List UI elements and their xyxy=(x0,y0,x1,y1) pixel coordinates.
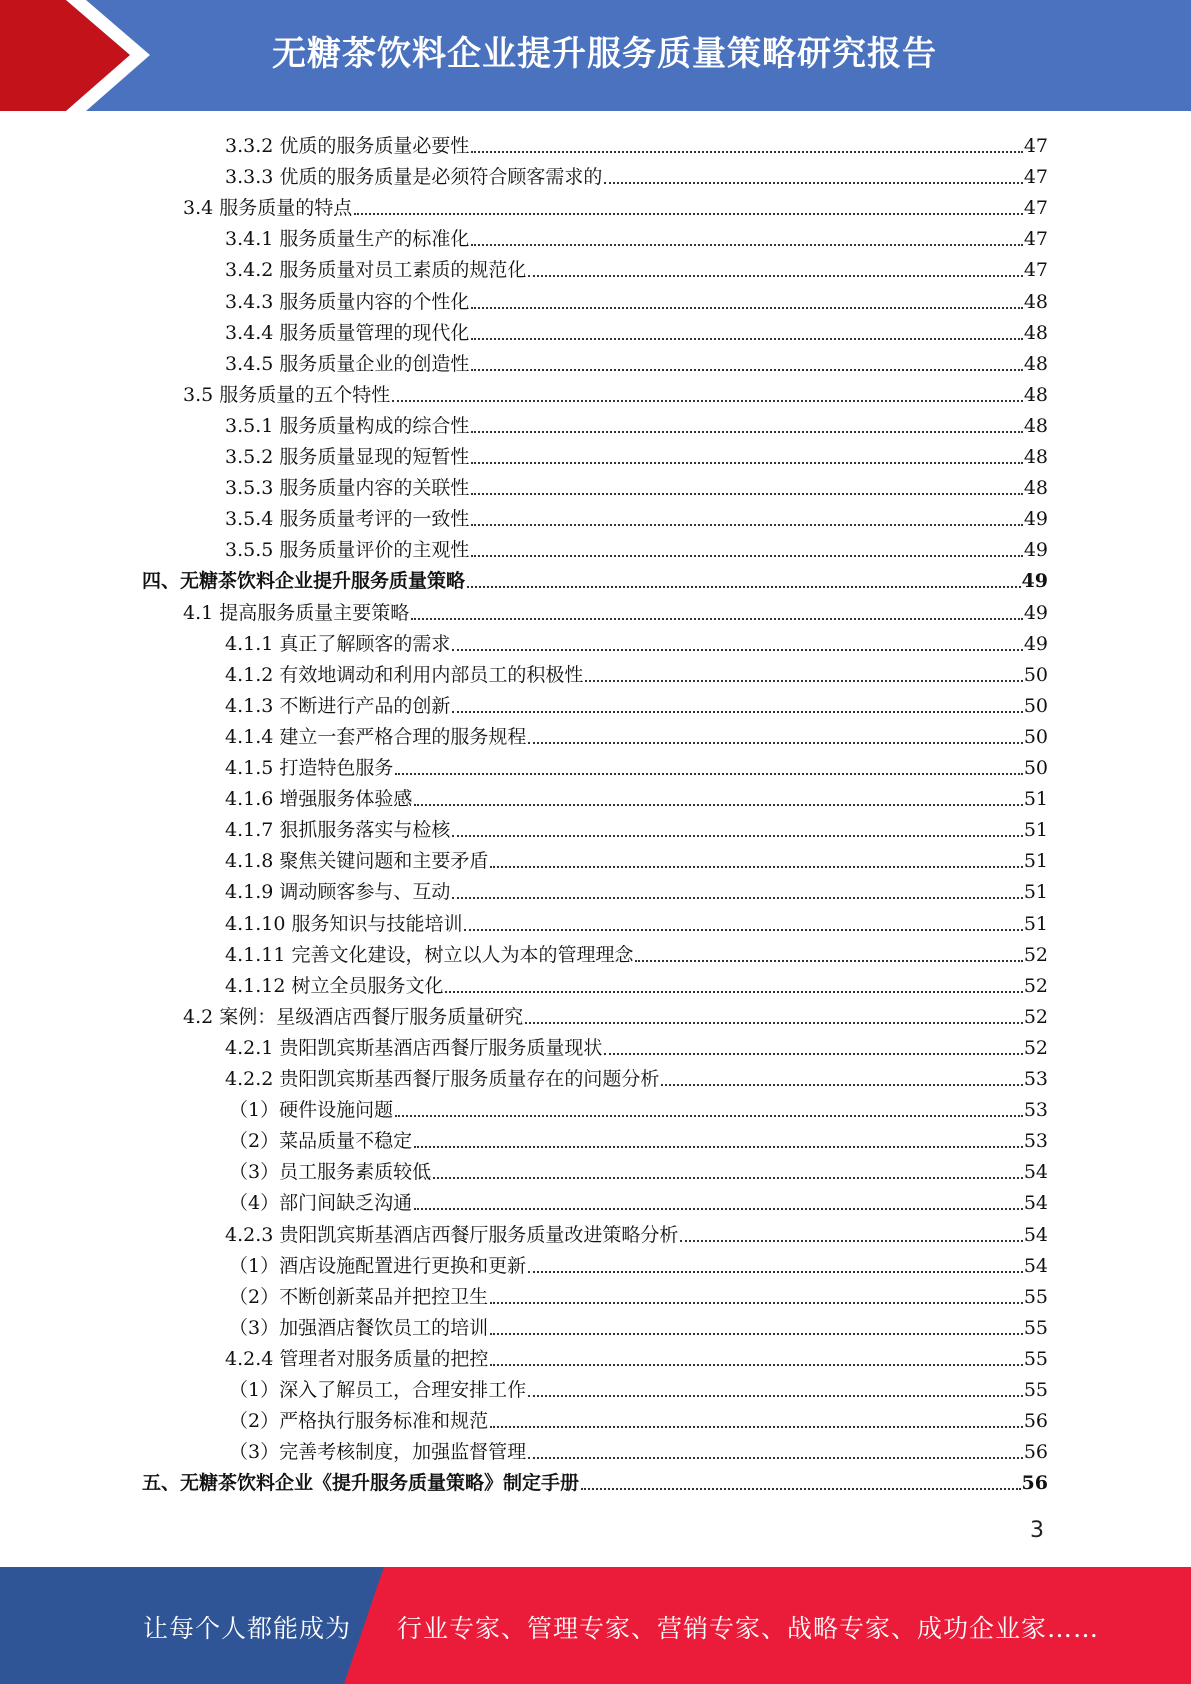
toc-entry-label: 4.1.1 真正了解顾客的需求 xyxy=(225,633,451,655)
toc-entry-page: 49 xyxy=(1023,539,1048,561)
footer-slogan: 让每个人都能成为 xyxy=(143,1614,352,1643)
toc-entry-label: 4.2.4 管理者对服务质量的把控 xyxy=(225,1348,489,1370)
toc-entry-label: 3.5.5 服务质量评价的主观性 xyxy=(225,539,470,561)
toc-entry[interactable] xyxy=(225,501,1048,532)
toc-leader-dots xyxy=(528,742,1022,744)
toc-leader-dots xyxy=(680,1240,1022,1242)
toc-entry[interactable] xyxy=(183,595,1048,626)
toc-entry-page: 48 xyxy=(1023,384,1048,406)
toc-entry[interactable] xyxy=(225,1061,1048,1092)
toc-entry[interactable] xyxy=(229,1372,1048,1403)
toc-entry-page: 50 xyxy=(1023,695,1048,717)
toc-leader-dots xyxy=(471,462,1022,464)
toc-entry[interactable] xyxy=(229,1248,1048,1279)
toc-entry-label: 3.3.2 优质的服务质量必要性 xyxy=(225,135,470,157)
toc-entry-page: 48 xyxy=(1023,446,1048,468)
toc-entry-page: 55 xyxy=(1023,1317,1048,1339)
toc-entry-page: 48 xyxy=(1023,291,1048,313)
toc-entry-label: 4.1.5 打造特色服务 xyxy=(225,757,394,779)
toc-entry-label: 3.4 服务质量的特点 xyxy=(183,197,353,219)
toc-entry[interactable] xyxy=(225,750,1048,781)
toc-entry[interactable] xyxy=(225,252,1048,283)
toc-entry-label: 3.4.1 服务质量生产的标准化 xyxy=(225,228,470,250)
toc-entry-label: 4.2.1 贵阳凯宾斯基酒店西餐厅服务质量现状 xyxy=(225,1037,603,1059)
toc-entry[interactable] xyxy=(142,1465,1048,1496)
toc-leader-dots xyxy=(490,1364,1022,1366)
toc-entry-page: 52 xyxy=(1023,1037,1048,1059)
toc-leader-dots xyxy=(395,1115,1023,1117)
toc-leader-dots xyxy=(354,213,1023,215)
toc-leader-dots xyxy=(471,524,1022,526)
toc-entry[interactable] xyxy=(225,159,1048,190)
toc-entry-label: 3.5.2 服务质量显现的短暂性 xyxy=(225,446,470,468)
toc-entry-label: 4.1 提高服务质量主要策略 xyxy=(183,602,410,624)
toc-entry[interactable] xyxy=(225,284,1048,315)
toc-entry[interactable] xyxy=(183,190,1048,221)
toc-entry-label: 3.4.5 服务质量企业的创造性 xyxy=(225,353,470,375)
toc-entry-label: 3.4.4 服务质量管理的现代化 xyxy=(225,322,470,344)
toc-entry-label: 4.1.11 完善文化建设，树立以人为本的管理理念 xyxy=(225,944,634,966)
toc-entry-label: 3.4.3 服务质量内容的个性化 xyxy=(225,291,470,313)
toc-entry-page: 50 xyxy=(1023,757,1048,779)
toc-entry[interactable] xyxy=(225,812,1048,843)
toc-entry[interactable] xyxy=(225,937,1048,968)
toc-leader-dots xyxy=(464,929,1022,931)
toc-leader-dots xyxy=(604,182,1022,184)
toc-entry[interactable] xyxy=(183,999,1048,1030)
toc-leader-dots xyxy=(471,555,1022,557)
toc-leader-dots xyxy=(452,711,1022,713)
toc-entry-label: （2）不断创新菜品并把控卫生 xyxy=(229,1286,489,1308)
toc-leader-dots xyxy=(467,586,1021,588)
toc-leader-dots xyxy=(581,1488,1021,1490)
toc-leader-dots xyxy=(414,1146,1023,1148)
toc-entry-page: 53 xyxy=(1023,1099,1048,1121)
page-number: 3 xyxy=(1030,1518,1044,1543)
toc-entry[interactable] xyxy=(183,377,1048,408)
toc-entry[interactable] xyxy=(229,1154,1048,1185)
toc-entry[interactable] xyxy=(225,128,1048,159)
toc-leader-dots xyxy=(528,1395,1023,1397)
toc-entry-page: 49 xyxy=(1021,570,1048,592)
toc-entry[interactable] xyxy=(225,719,1048,750)
toc-entry-page: 49 xyxy=(1023,508,1048,530)
toc-entry-page: 54 xyxy=(1023,1224,1048,1246)
toc-entry[interactable] xyxy=(225,626,1048,657)
toc-entry-page: 56 xyxy=(1023,1410,1048,1432)
toc-entry-page: 55 xyxy=(1023,1348,1048,1370)
toc-entry-page: 50 xyxy=(1023,664,1048,686)
toc-leader-dots xyxy=(471,151,1022,153)
toc-entry-page: 52 xyxy=(1023,975,1048,997)
footer-banner xyxy=(0,1567,1191,1684)
toc-entry-page: 48 xyxy=(1023,477,1048,499)
toc-entry-label: （1）酒店设施配置进行更换和更新 xyxy=(229,1255,527,1277)
toc-entry[interactable] xyxy=(229,1310,1048,1341)
report-title: 无糖茶饮料企业提升服务质量策略研究报告 xyxy=(272,34,937,74)
toc-entry-page: 54 xyxy=(1023,1192,1048,1214)
toc-leader-dots xyxy=(661,1084,1022,1086)
toc-entry-page: 51 xyxy=(1023,819,1048,841)
toc-entry[interactable] xyxy=(225,315,1048,346)
toc-leader-dots xyxy=(528,275,1022,277)
toc-leader-dots xyxy=(392,400,1023,402)
toc-leader-dots xyxy=(525,1022,1023,1024)
toc-entry[interactable] xyxy=(229,1434,1048,1465)
toc-leader-dots xyxy=(490,1333,1023,1335)
toc-entry-label: 3.5 服务质量的五个特性 xyxy=(183,384,391,406)
toc-entry-page: 47 xyxy=(1023,259,1048,281)
toc-entry-page: 47 xyxy=(1023,197,1048,219)
toc-entry-page: 51 xyxy=(1023,881,1048,903)
toc-entry-label: （1）深入了解员工，合理安排工作 xyxy=(229,1379,527,1401)
toc-entry[interactable] xyxy=(225,1030,1048,1061)
toc-entry-label: 4.2.3 贵阳凯宾斯基酒店西餐厅服务质量改进策略分析 xyxy=(225,1224,679,1246)
toc-entry-label: （4）部门间缺乏沟通 xyxy=(229,1192,413,1214)
toc-entry-page: 56 xyxy=(1021,1472,1048,1494)
toc-entry[interactable] xyxy=(229,1403,1048,1434)
toc-entry[interactable] xyxy=(229,1123,1048,1154)
toc-entry[interactable] xyxy=(229,1279,1048,1310)
toc-entry-label: 3.5.1 服务质量构成的综合性 xyxy=(225,415,470,437)
header-banner xyxy=(0,0,1191,111)
toc-leader-dots xyxy=(414,1208,1023,1210)
toc-leader-dots xyxy=(471,307,1022,309)
toc-leader-dots xyxy=(635,960,1022,962)
toc-entry-label: 4.1.8 聚焦关键问题和主要矛盾 xyxy=(225,850,489,872)
toc-entry[interactable] xyxy=(142,563,1048,594)
toc-entry[interactable] xyxy=(225,843,1048,874)
toc-entry-page: 47 xyxy=(1023,228,1048,250)
toc-entry-label: （3）员工服务素质较低 xyxy=(229,1161,432,1183)
toc-entry-page: 47 xyxy=(1023,135,1048,157)
toc-entry-page: 54 xyxy=(1023,1161,1048,1183)
toc-entry[interactable] xyxy=(229,1185,1048,1216)
toc-entry-page: 55 xyxy=(1023,1286,1048,1308)
toc-entry-label: 4.1.12 树立全员服务文化 xyxy=(225,975,444,997)
toc-entry[interactable] xyxy=(225,1217,1048,1248)
toc-entry-page: 50 xyxy=(1023,726,1048,748)
toc-entry[interactable] xyxy=(225,657,1048,688)
toc-leader-dots xyxy=(490,1426,1023,1428)
toc-leader-dots xyxy=(433,1177,1023,1179)
toc-entry-page: 53 xyxy=(1023,1130,1048,1152)
toc-entry-page: 48 xyxy=(1023,353,1048,375)
toc-leader-dots xyxy=(471,244,1022,246)
toc-entry-label: 四、无糖茶饮料企业提升服务质量策略 xyxy=(142,570,466,592)
toc-entry-label: 4.1.3 不断进行产品的创新 xyxy=(225,695,451,717)
toc-leader-dots xyxy=(528,1457,1023,1459)
toc-entry-label: （3）加强酒店餐饮员工的培训 xyxy=(229,1317,489,1339)
toc-entry[interactable] xyxy=(225,408,1048,439)
toc-entry-label: 3.4.2 服务质量对员工素质的规范化 xyxy=(225,259,527,281)
toc-entry[interactable] xyxy=(229,1092,1048,1123)
toc-leader-dots xyxy=(411,618,1023,620)
toc-leader-dots xyxy=(452,835,1022,837)
toc-entry-page: 49 xyxy=(1023,633,1048,655)
toc-entry[interactable] xyxy=(225,688,1048,719)
toc-leader-dots xyxy=(414,804,1022,806)
toc-entry-label: 4.1.4 建立一套严格合理的服务规程 xyxy=(225,726,527,748)
toc-entry-label: 3.5.3 服务质量内容的关联性 xyxy=(225,477,470,499)
toc-leader-dots xyxy=(452,897,1022,899)
toc-entry-label: （2）严格执行服务标准和规范 xyxy=(229,1410,489,1432)
toc-entry[interactable] xyxy=(225,470,1048,501)
toc-entry-page: 53 xyxy=(1023,1068,1048,1090)
footer-roles: 行业专家、管理专家、营销专家、战略专家、成功企业家…… xyxy=(397,1614,1100,1643)
toc-entry-page: 48 xyxy=(1023,415,1048,437)
toc-entry-label: （2）菜品质量不稳定 xyxy=(229,1130,413,1152)
toc-leader-dots xyxy=(445,991,1022,993)
toc-entry-page: 47 xyxy=(1023,166,1048,188)
toc-entry-page: 48 xyxy=(1023,322,1048,344)
toc-entry-page: 52 xyxy=(1023,1006,1048,1028)
toc-entry-page: 55 xyxy=(1023,1379,1048,1401)
toc-entry[interactable] xyxy=(225,532,1048,563)
toc-entry-label: 4.1.7 狠抓服务落实与检核 xyxy=(225,819,451,841)
toc-entry-page: 56 xyxy=(1023,1441,1048,1463)
toc-leader-dots xyxy=(471,338,1022,340)
toc-entry-page: 52 xyxy=(1023,944,1048,966)
toc-entry-label: （1）硬件设施问题 xyxy=(229,1099,394,1121)
toc-leader-dots xyxy=(604,1053,1022,1055)
toc-leader-dots xyxy=(395,773,1022,775)
toc-entry-label: 4.1.10 服务知识与技能培训 xyxy=(225,913,463,935)
toc-leader-dots xyxy=(490,866,1022,868)
toc-entry[interactable] xyxy=(225,439,1048,470)
toc-leader-dots xyxy=(490,1302,1023,1304)
toc-entry-page: 54 xyxy=(1023,1255,1048,1277)
toc-entry[interactable] xyxy=(225,781,1048,812)
toc-entry-label: （3）完善考核制度，加强监督管理 xyxy=(229,1441,527,1463)
toc-entry-label: 3.5.4 服务质量考评的一致性 xyxy=(225,508,470,530)
toc-entry-page: 51 xyxy=(1023,913,1048,935)
toc-entry[interactable] xyxy=(225,874,1048,905)
toc-leader-dots xyxy=(471,431,1022,433)
toc-entry-label: 4.1.9 调动顾客参与、互动 xyxy=(225,881,451,903)
toc-entry[interactable] xyxy=(225,906,1048,937)
toc-leader-dots xyxy=(452,649,1022,651)
toc-entry-label: 五、无糖茶饮料企业《提升服务质量策略》制定手册 xyxy=(142,1472,580,1494)
toc-leader-dots xyxy=(471,369,1022,371)
toc-leader-dots xyxy=(471,493,1022,495)
toc-entry[interactable] xyxy=(225,346,1048,377)
toc-entry-label: 4.1.2 有效地调动和利用内部员工的积极性 xyxy=(225,664,584,686)
toc-leader-dots xyxy=(585,680,1022,682)
toc-entry-label: 4.1.6 增强服务体验感 xyxy=(225,788,413,810)
toc-entry-page: 51 xyxy=(1023,850,1048,872)
toc-entry[interactable] xyxy=(225,968,1048,999)
toc-entry-page: 49 xyxy=(1023,602,1048,624)
toc-entry[interactable] xyxy=(225,221,1048,252)
toc-entry-page: 51 xyxy=(1023,788,1048,810)
toc-entry-label: 4.2 案例：星级酒店西餐厅服务质量研究 xyxy=(183,1006,524,1028)
toc-entry-label: 3.3.3 优质的服务质量是必须符合顾客需求的 xyxy=(225,166,603,188)
toc-entry[interactable] xyxy=(225,1341,1048,1372)
toc-entry-label: 4.2.2 贵阳凯宾斯基西餐厅服务质量存在的问题分析 xyxy=(225,1068,660,1090)
toc-leader-dots xyxy=(528,1271,1023,1273)
